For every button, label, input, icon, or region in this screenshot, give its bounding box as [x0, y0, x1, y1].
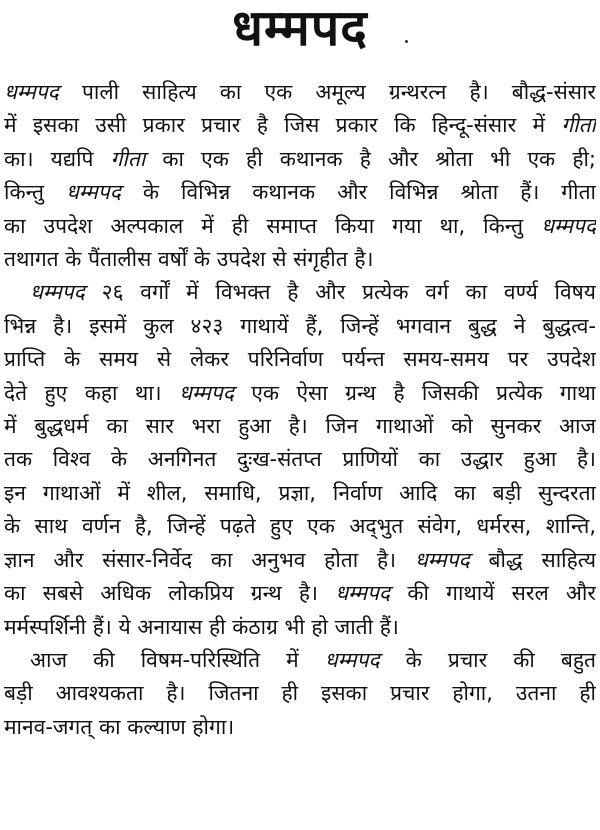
text-segment: में इसका उसी प्रकार प्रचार है जिस प्रकार कि हिन्दू-संसार में	[4, 113, 562, 138]
text-segment: पाली साहित्य का एक अमूल्य ग्रन्थरत्न है। बौद्ध-संसार	[58, 80, 596, 104]
text-segment: के साथ वर्णन है, जिन्हें पढ़ते हुए एक अद्‌भुत संवेग, धर्मरस, शान्ति,	[4, 514, 596, 539]
text-segment: किन्तु	[4, 180, 67, 205]
paragraph-2	[4, 276, 596, 643]
text-line	[4, 76, 596, 109]
text-line	[4, 677, 596, 710]
text-segment: प्राप्ति के समय से लेकर परिनिर्वाण पर्यन्त समय-समय पर उपदेश	[4, 347, 596, 372]
italic-term: धम्मपद	[30, 280, 85, 305]
body-text	[4, 76, 596, 744]
italic-term: धम्मपद	[66, 180, 121, 205]
text-segment: आज की विषम-परिस्थिति में	[30, 647, 325, 672]
text-segment: भिन्न है। इसमें कुल ४२३ गाथायें हैं, जिन्हें भगवान बुद्ध ने बुद्धत्व-	[4, 313, 596, 338]
text-segment: बौद्ध साहित्य	[469, 547, 596, 572]
text-line	[4, 510, 596, 543]
text-segment: तक विश्व के अनगिनत दुःख-संतप्त प्राणियों का उद्धार हुआ है।	[4, 447, 596, 472]
text-segment: इन गाथाओं में शील, समाधि, प्रज्ञा, निर्वाण आदि का बड़ी सुन्दरता	[4, 480, 596, 505]
paragraph-1	[4, 76, 596, 276]
italic-term: धम्मपद	[541, 213, 596, 238]
text-segment: देते हुए कहा था।	[4, 380, 180, 405]
paragraph-3	[4, 644, 596, 744]
italic-term: धम्मपद	[324, 647, 380, 672]
text-line	[4, 176, 596, 209]
text-segment: में बुद्धधर्म का सार भरा हुआ है। जिन गाथाओं को सुनकर आज	[4, 414, 596, 439]
text-line	[4, 243, 596, 276]
text-line	[4, 343, 596, 376]
italic-term: गीता	[110, 146, 146, 171]
text-segment: मानव-जगत् का कल्याण होगा।	[4, 714, 235, 739]
text-line	[4, 577, 596, 610]
text-line	[4, 377, 596, 410]
text-segment: मर्मस्पर्शिनी हैं। ये अनायास ही कंठाग्र भी हो जाती हैं।	[4, 614, 399, 639]
text-line	[4, 210, 596, 243]
text-line	[4, 711, 596, 744]
text-line	[4, 544, 596, 577]
text-segment: के प्रचार की बहुत	[379, 647, 596, 672]
italic-term: धम्मपद	[179, 380, 234, 405]
text-segment: बड़ी आवश्यकता है। जितना ही इसका प्रचार होगा, उतना ही	[4, 681, 596, 706]
italic-term: गीता	[561, 113, 596, 138]
italic-term: धम्मपद	[335, 581, 391, 606]
text-segment: का सबसे अधिक लोकप्रिय ग्रन्थ है।	[4, 581, 336, 606]
text-line	[4, 443, 596, 476]
text-segment: का एक ही कथानक है और श्रोता भी एक ही;	[145, 146, 596, 171]
text-segment: का। यद्यपि	[4, 146, 111, 171]
text-segment: के विभिन्न कथानक और विभिन्न श्रोता हैं। गीता	[120, 180, 596, 205]
text-segment: का उपदेश अल्पकाल में ही समाप्त किया गया था, किन्तु	[4, 213, 542, 238]
italic-term: धम्मपद	[4, 80, 59, 104]
text-line	[4, 611, 596, 644]
ink-speck	[405, 40, 408, 43]
text-line	[4, 410, 596, 443]
text-line	[4, 109, 596, 142]
text-segment: एक ऐसा ग्रन्थ है जिसकी प्रत्येक गाथा	[233, 380, 596, 405]
italic-term: धम्मपद	[414, 547, 470, 572]
text-line	[4, 477, 596, 510]
text-line	[4, 644, 596, 677]
page-title: धम्मपद	[232, 0, 368, 57]
text-segment: तथागत के पैंतालीस वर्षों के उपदेश से संगृहीत है।	[4, 247, 374, 272]
text-segment: ज्ञान और संसार-निर्वेद का अनुभव होता है।	[4, 547, 415, 572]
text-line	[4, 143, 596, 176]
text-segment: की गाथायें सरल और	[390, 581, 596, 606]
text-line	[4, 276, 596, 309]
text-line	[4, 310, 596, 343]
text-segment: २६ वर्गों में विभक्त है और प्रत्येक वर्ग का वर्ण्य विषय	[84, 280, 596, 305]
